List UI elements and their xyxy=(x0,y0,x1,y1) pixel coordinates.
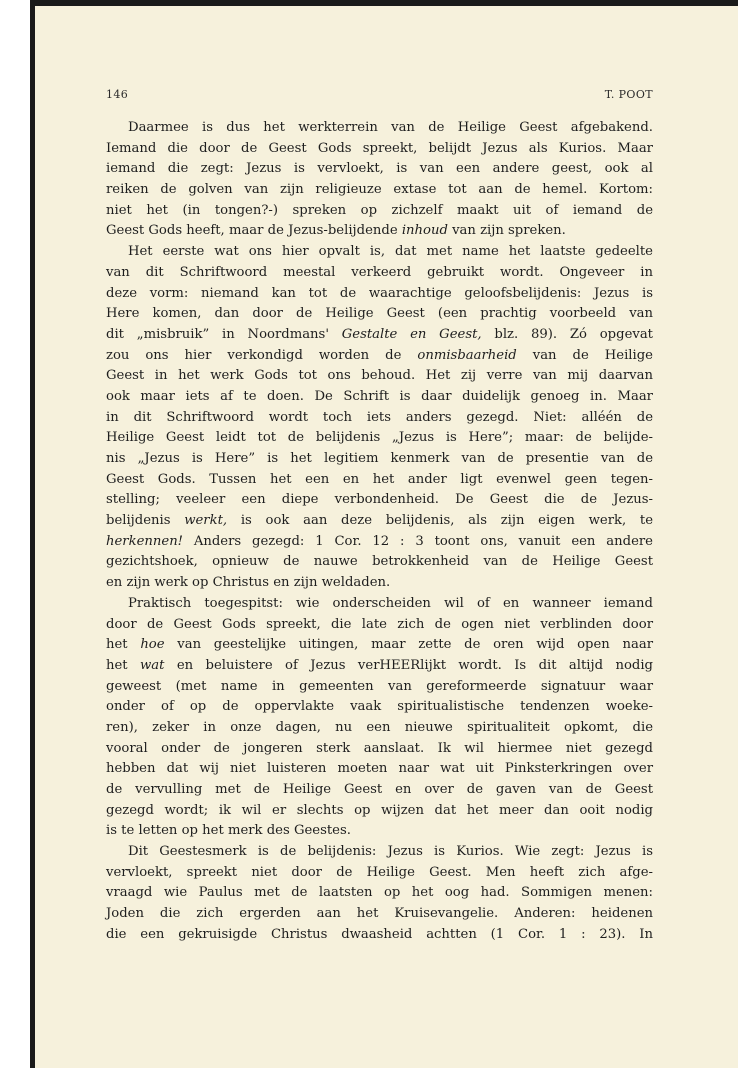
text-line: gezichtshoek, opnieuw de nauwe betrokkenheid van de Heilige Geest xyxy=(106,554,653,570)
text-segment: dit „misbruik” in Noordmans' xyxy=(106,326,342,342)
text-line: vervloekt, spreekt niet door de Heilige Geest. Men heeft zich afge- xyxy=(106,864,653,880)
text-segment: blz. 89). Zó opgevat xyxy=(481,326,653,342)
text-line: de vervulling met de Heilige Geest en over de gaven van de Geest xyxy=(106,782,653,797)
text-line xyxy=(106,511,653,532)
text-line: vooral onder de jongeren sterk aanslaat. Ik wil hiermee niet gezegd xyxy=(106,740,653,756)
text-line: geweest (met name in gemeenten van gereformeerde signatuur waar xyxy=(106,678,653,694)
text-line: door de Geest Gods spreekt, die late zich de ogen niet verblinden door xyxy=(106,616,653,632)
text-line xyxy=(106,635,653,656)
text-line: hebben dat wij niet luisteren moeten naar wat uit Pinksterkringen over xyxy=(106,761,653,777)
emphasis-text: werkt, xyxy=(184,513,228,529)
text-line: vraagd wie Paulus met de laatsten op het oog had. Sommigen menen: xyxy=(106,885,653,901)
page-number: 146 xyxy=(106,88,129,101)
text-segment: het xyxy=(106,657,140,673)
text-line: in dit Schriftwoord wordt toch iets anders gezegd. Niet: alléén de xyxy=(106,409,653,425)
text-line: is te letten op het merk des Geestes. xyxy=(106,823,351,839)
text-segment: is ook aan deze belijdenis, als zijn eigen werk, te xyxy=(227,513,654,529)
text-line: Iemand die door de Geest Gods spreekt, belijdt Jezus als Kurios. Maar xyxy=(106,140,653,156)
emphasis-text: inhoud xyxy=(401,223,448,239)
text-line: niet het (in tongen?-) spreken op zichzelf maakt uit of iemand de xyxy=(106,202,653,218)
text-segment: van geestelijke uitingen, maar zette de oren wijd open naar xyxy=(164,637,653,653)
running-head-author: T. POOT xyxy=(604,88,653,101)
text-segment: van zijn spreken. xyxy=(447,223,566,239)
text-line: Geest in het werk Gods tot ons behoud. Het zij verre van mij daarvan xyxy=(106,368,653,384)
text-line xyxy=(106,325,653,346)
text-line: Dit Geestesmerk is de belijdenis: Jezus is Kurios. Wie zegt: Jezus is xyxy=(128,844,653,860)
emphasis-text: Gestalte en Geest, xyxy=(341,326,482,342)
text-segment: Geest Gods heeft, maar de Jezus-belijdende xyxy=(106,223,402,239)
text-line: van dit Schriftwoord meestal verkeerd gebruikt wordt. Ongeveer in xyxy=(106,264,653,280)
text-segment: het xyxy=(106,637,141,653)
text-line: die een gekruisigde Christus dwaasheid achtten (1 Cor. 1 : 23). In xyxy=(106,926,653,942)
text-line: Het eerste wat ons hier opvalt is, dat met name het laatste gedeelte xyxy=(128,244,653,260)
text-line: reiken de golven van zijn religieuze extase tot aan de hemel. Kortom: xyxy=(106,182,653,198)
text-line: Praktisch toegespitst: wie onderscheiden wil of en wanneer iemand xyxy=(128,595,653,611)
text-line: Here komen, dan door de Heilige Geest (een prachtig voorbeeld van xyxy=(106,306,653,322)
text-line: onder of op de oppervlakte vaak spiritualistische tendenzen woeke- xyxy=(106,699,653,715)
running-header xyxy=(106,88,653,108)
text-line: Joden die zich ergerden aan het Kruisevangelie. Anderen: heidenen xyxy=(106,906,653,922)
text-line xyxy=(106,656,653,677)
text-segment: zou ons hier verkondigd worden de xyxy=(106,347,418,363)
text-segment: van de Heilige xyxy=(516,347,653,363)
text-line xyxy=(106,221,653,242)
emphasis-text: wat xyxy=(139,657,165,673)
text-segment: Anders gezegd: 1 Cor. 12 : 3 toont ons, vanuit een andere xyxy=(182,533,653,549)
text-line: en zijn werk op Christus en zijn weldaden. xyxy=(106,575,391,591)
text-line xyxy=(106,346,653,367)
text-line: nis „Jezus is Here” is het legitiem kenmerk van de presentie van de xyxy=(106,451,653,466)
text-line: Daarmee is dus het werkterrein van de Heilige Geest afgebakend. xyxy=(128,120,653,135)
text-line: Heilige Geest leidt tot de belijdenis „Jezus is Here”; maar: de belijde- xyxy=(106,430,653,446)
text-line: iemand die zegt: Jezus is vervloekt, is van een andere geest, ook al xyxy=(106,161,653,177)
body-text xyxy=(106,118,653,946)
emphasis-text: onmisbaarheid xyxy=(417,347,517,363)
text-segment: en beluistere of Jezus verHEERlijkt wordt. Is dit altijd nodig xyxy=(164,657,653,673)
text-line: ook maar iets af te doen. De Schrift is daar duidelijk genoeg in. Maar xyxy=(106,388,653,404)
text-line: deze vorm: niemand kan tot de waarachtige geloofsbelijdenis: Jezus is xyxy=(106,285,653,301)
text-line xyxy=(106,532,653,553)
text-line: gezegd wordt; ik wil er slechts op wijzen dat het meer dan ooit nodig xyxy=(106,802,653,818)
emphasis-text: hoe xyxy=(140,637,165,653)
emphasis-text: herkennen! xyxy=(106,533,183,549)
text-segment: belijdenis xyxy=(106,513,185,529)
text-line: Geest Gods. Tussen het een en het ander ligt evenwel geen tegen- xyxy=(106,471,653,487)
text-line: stelling; veeleer een diepe verbondenheid. De Geest die de Jezus- xyxy=(106,492,653,508)
text-line: ren), zeker in onze dagen, nu een nieuwe spiritualiteit opkomt, die xyxy=(106,719,653,735)
